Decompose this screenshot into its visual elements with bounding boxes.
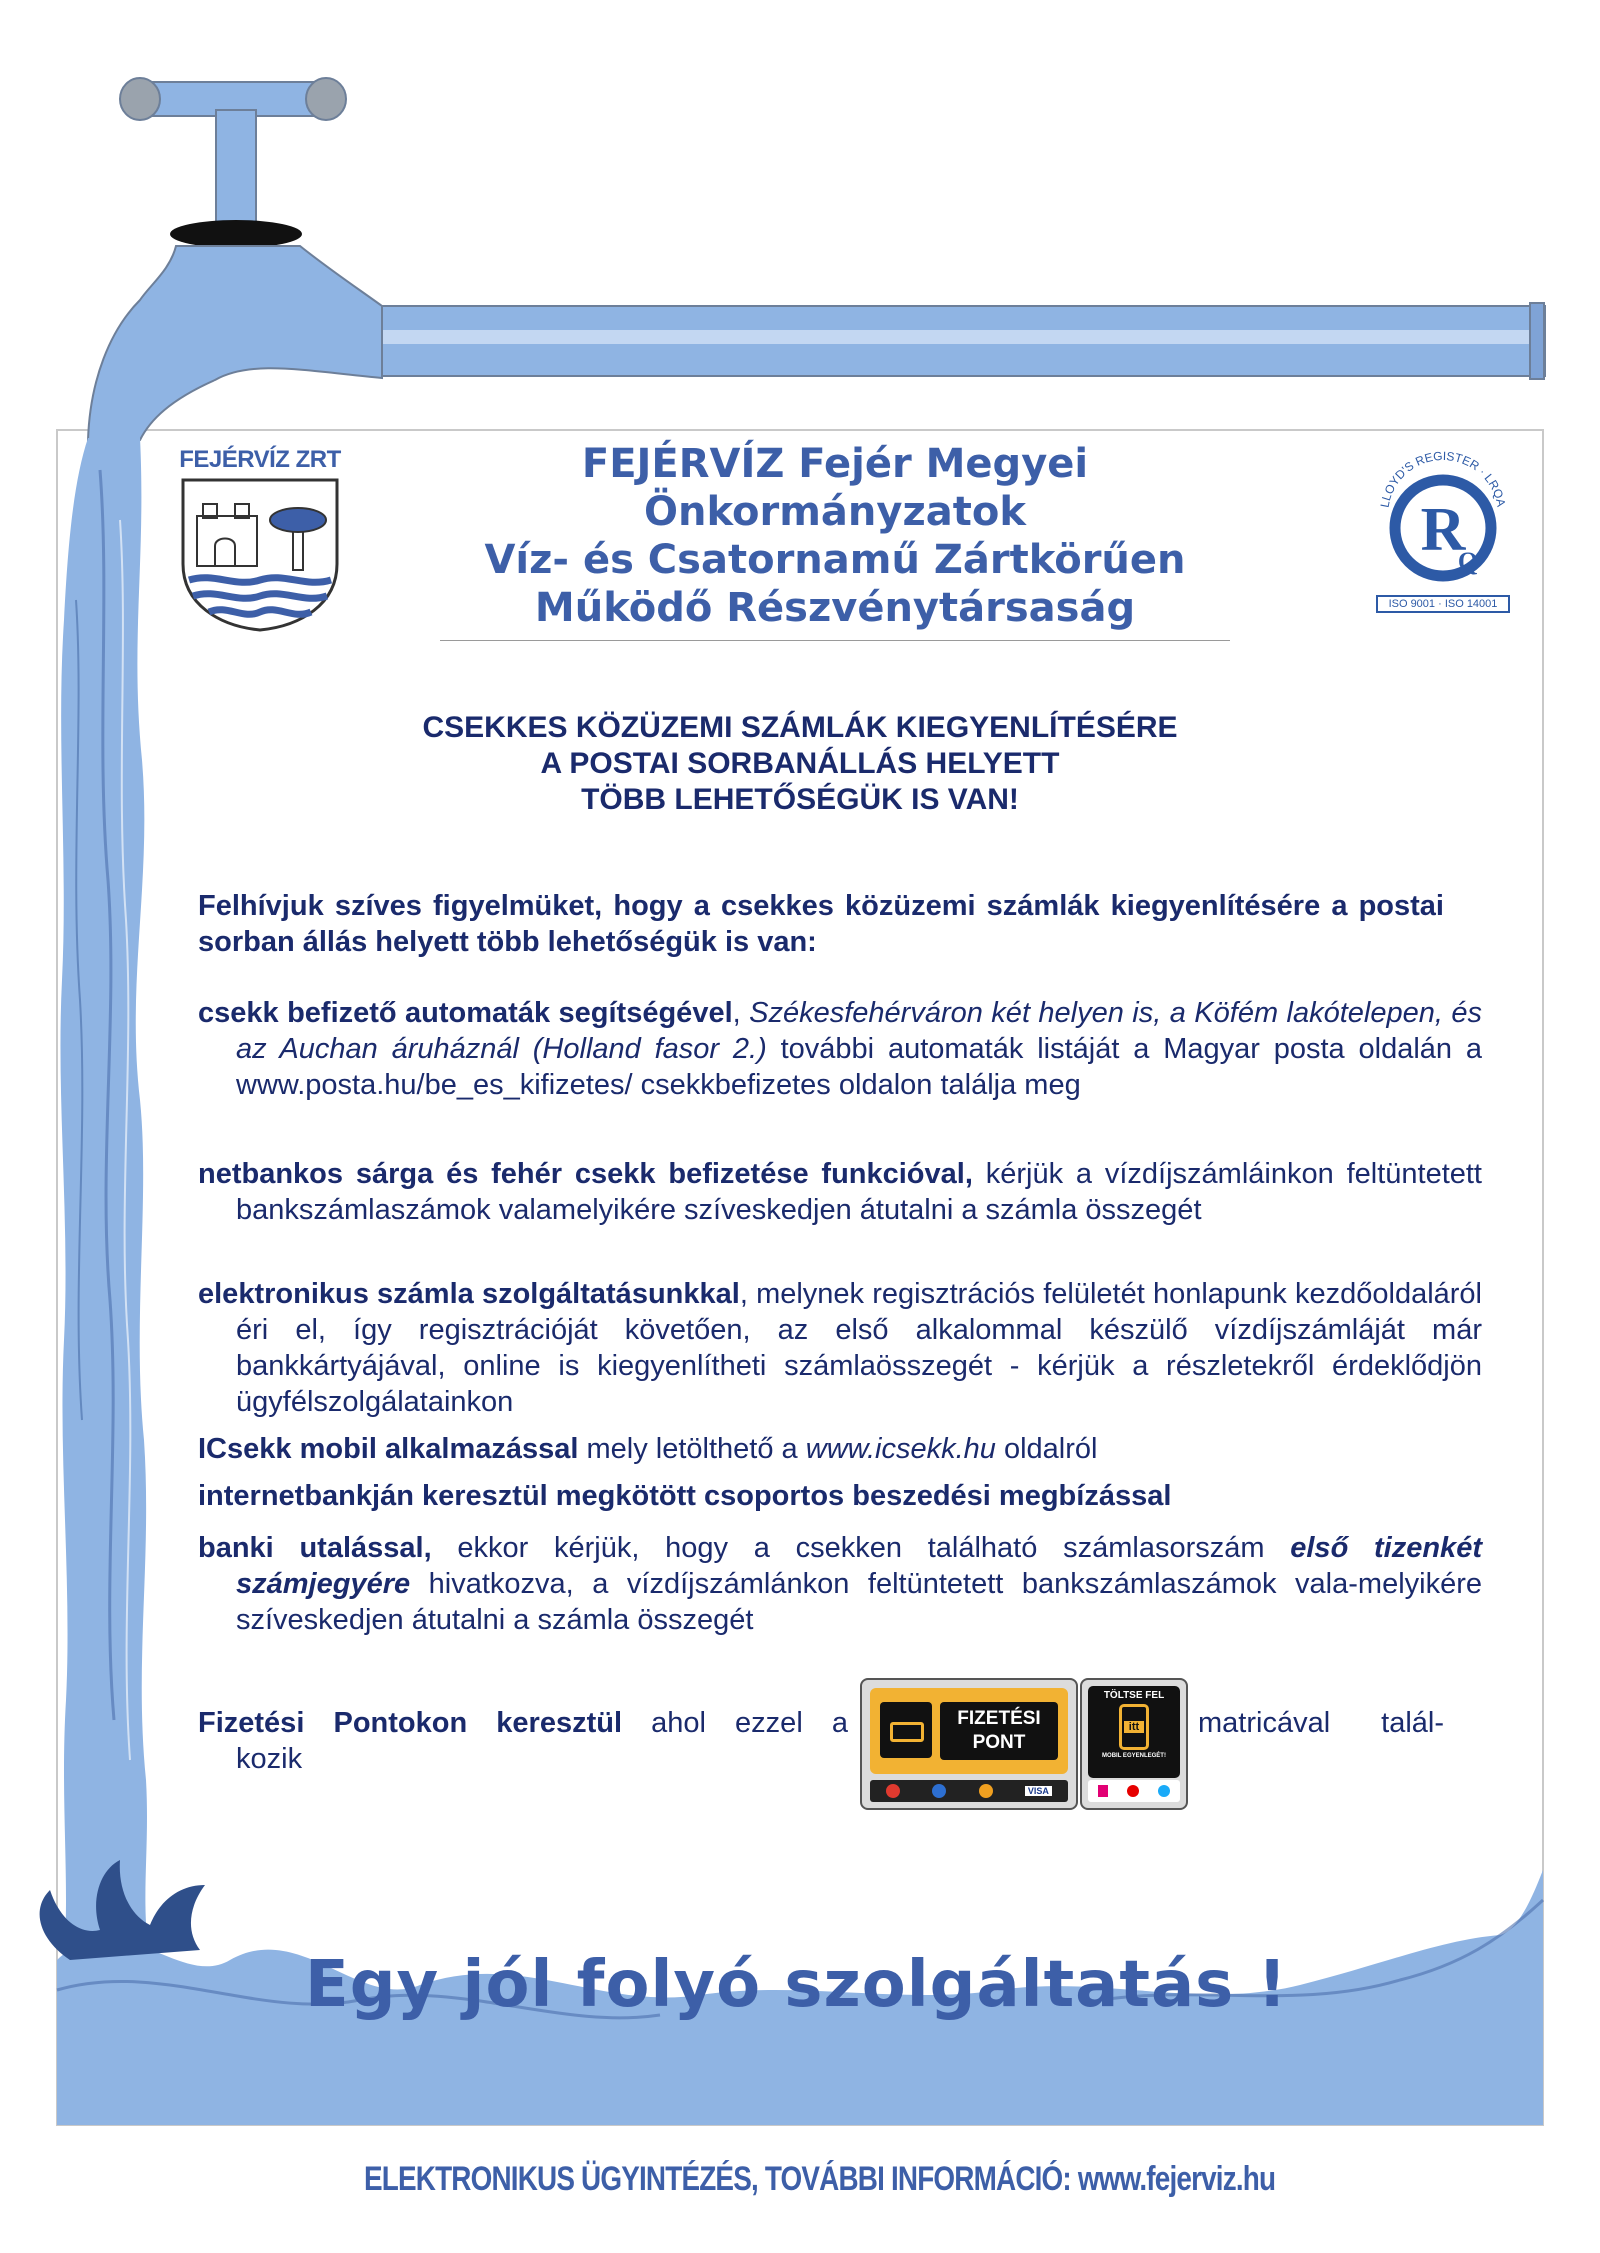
payment-option-3 [198,1276,1482,1420]
notice-line2: A POSTAI SORBANÁLLÁS HELYETT [540,747,1060,780]
company-name-block [420,440,1250,641]
company-name-line3: Működő Részvénytársaság [534,585,1136,631]
notice-line1: CSEKKES KÖZÜZEMI SZÁMLÁK KIEGYENLÍTÉSÉRE [422,711,1178,744]
option-1-text: további automaták listáját a Magyar posta oldalán a www.posta.hu/be_es_kifizetes/ csekkbefizetes oldalon találja meg [236,1033,1482,1101]
lloyds-register-icon [1368,440,1518,590]
sticker1-line2: PONT [972,1732,1026,1753]
payment-point-wrap: kozik [236,1743,303,1775]
telekom-icon [1098,1785,1108,1797]
slogan: Egy jól folyó szolgáltatás ! [305,1948,1288,2022]
header-divider [440,640,1230,641]
option-6-title: banki utalással, [198,1532,432,1564]
payment-option-5 [198,1478,1482,1514]
option-2-text: kérjük a vízdíjszámláinkon feltüntetett bankszámlaszámok valamelyikére szíveskedjen átutalni a számla összegét [236,1158,1482,1226]
payment-option-4: ICsekk mobil alkalmazással mely letölthető a www.icsekk.hu oldalról [198,1433,1098,1465]
sticker2-bottom: MOBIL EGYENLEGÉT! [1102,1753,1166,1759]
operator-logos-row [1088,1780,1180,1802]
option-5-title: internetbankján keresztül megkötött csoportos beszedési megbízással [198,1480,1172,1512]
sticker1-line1: FIZETÉSI [957,1708,1041,1729]
payment-option-6: banki utalással, ekkor kérjük, hogy a csekken található számlasorszám első tizenkét számjegyére hivatkozva, a vízdíjszámlánkon feltüntetett bankszámlaszámok vala-melyikére szíveskedjen átutalni a számla összegét [198,1532,1482,1636]
svg-text:R: R [1420,496,1466,564]
notice-heading [300,710,1300,818]
faucet-spout-graphic [88,246,382,440]
company-name-line1: FEJÉRVÍZ Fejér Megyei Önkormányzatok [581,441,1089,535]
option-6-emphasis: első tizenkét számjegyére [236,1532,1482,1600]
footer-info: ELEKTRONIKUS ÜGYINTÉZÉS, TOVÁBBI INFORMÁCIÓ: www.fejerviz.hu [364,2160,1276,2198]
icsekk-link[interactable]: www.icsekk.hu [805,1433,996,1465]
pipe-graphic [380,303,1545,379]
card-logos-row [870,1780,1068,1802]
payment-option-2 [198,1156,1482,1228]
cert-ring-text: LLOYD'S REGISTER · LRQA [1377,448,1509,509]
notice-line3: TÖBB LEHETŐSÉGÜK IS VAN! [581,783,1019,816]
faucet-handle-graphic [120,78,346,248]
vodafone-icon [1127,1785,1139,1797]
logo-text: FEJÉRVÍZ ZRT [179,446,341,473]
option-4-title: ICsekk mobil alkalmazással [198,1433,579,1465]
telenor-icon [1158,1785,1170,1797]
visa-badge: VISA [1025,1786,1052,1796]
option-1-title: csekk befizető automaták segítségével [198,997,733,1029]
certification-logo [1368,440,1518,615]
intro-paragraph: Felhívjuk szíves figyelmüket, hogy a csekkes közüzemi számlák kiegyenlítésére a postai sorban állás helyett több lehetőségük is van: [198,890,1444,958]
option-3-text: , melynek regisztrációs felületét honlapunk kezdőoldaláról éri el, így regisztrációját követően, az első alkalommal készülő vízdíjszámláját már bankkártyájával, online is kiegyenlítheti számlaösszegét - kérjük a részletekről érdeklődjön ügyfélszolgálatainkon [236,1278,1483,1418]
coat-of-arms-icon [175,476,345,632]
mastercard-icon-2 [979,1784,993,1798]
payment-point-after: matricával talál- [1198,1707,1444,1739]
mobil-toltes-sticker [1080,1678,1188,1810]
payment-point-line: Fizetési Pontokon keresztül ahol ezzel a [198,1707,848,1739]
sticker2-top: TÖLTSE FEL [1103,1690,1165,1701]
option-2-title: netbankos sárga és fehér csekk befizetése funkcióval, [198,1158,973,1190]
svg-text:Q: Q [1457,547,1479,576]
sticker2-mid: itt [1124,1721,1144,1733]
option-3-title: elektronikus számla szolgáltatásunkkal [198,1278,740,1310]
fizetesi-pont-sticker [860,1678,1078,1810]
company-name-line2: Víz- és Csatornamű Zártkörűen [484,537,1186,583]
payment-option-1: csekk befizető automaták segítségével, Székesfehérváron két helyen is, a Köfém lakótelepen, és az Auchan áruháznál (Holland fasor 2.) további automaták listáját a Magyar posta oldalán a www.posta.hu/be_es_kifizetes/ csekkbefizetes oldalon találja meg [198,997,1482,1101]
company-logo [175,446,345,632]
mastercard-icon [886,1784,900,1798]
phone-icon [1119,1704,1149,1750]
card-slot-icon [880,1702,932,1758]
option-1-locations: Székesfehérváron két helyen is, a Köfém lakótelepen, és az Auchan áruháznál (Holland fasor 2.) [236,997,1482,1065]
payment-point-title: Fizetési Pontokon keresztül [198,1707,623,1739]
iso-label: ISO 9001 · ISO 14001 [1376,595,1510,613]
maestro-icon [932,1784,946,1798]
